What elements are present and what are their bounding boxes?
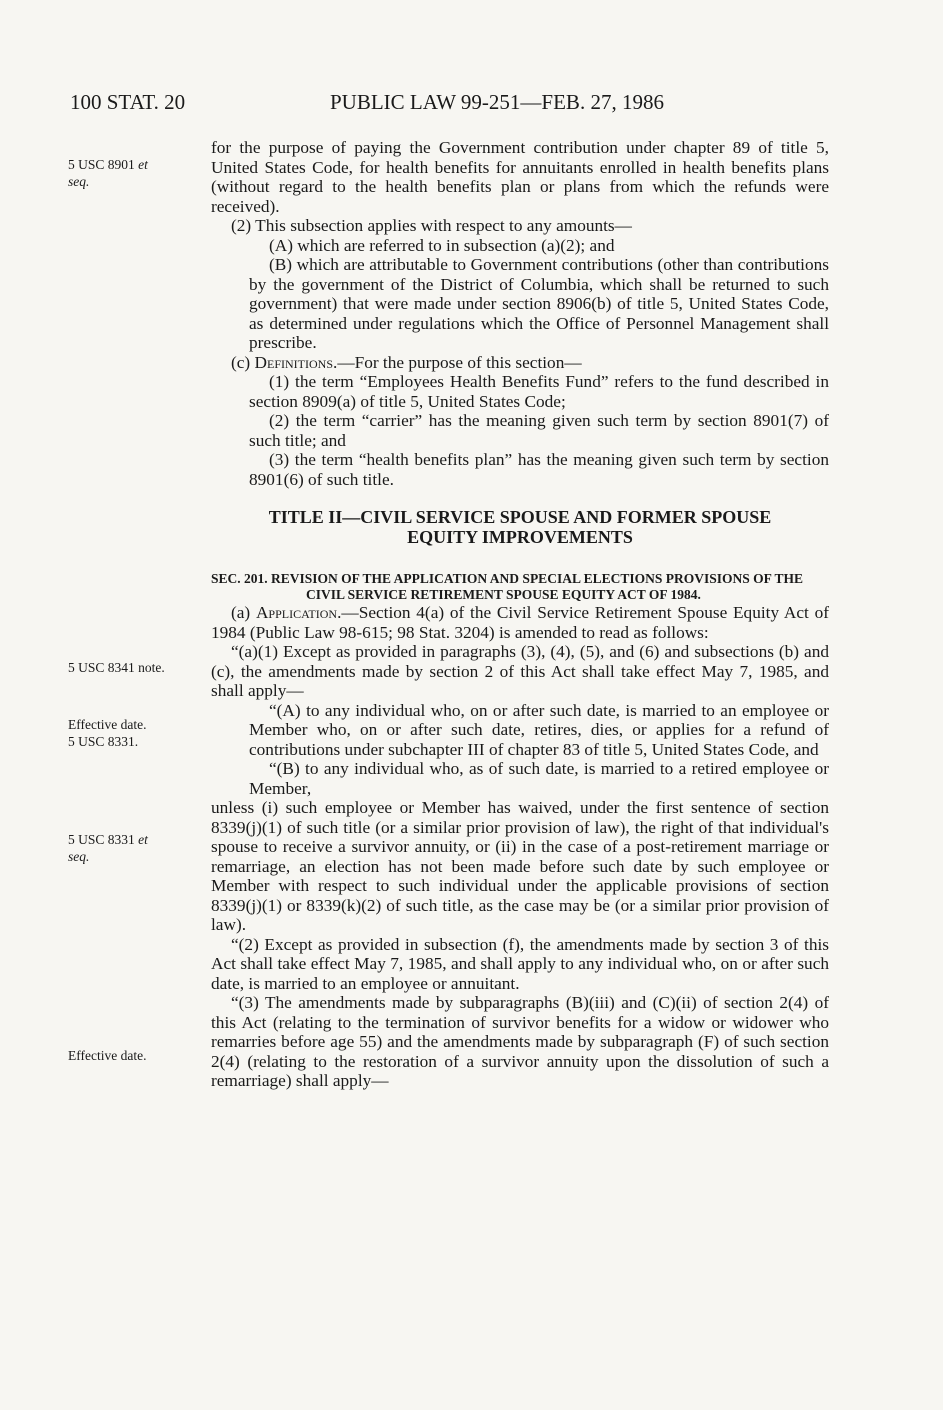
quoted-paragraph-1: “(a)(1) Except as provided in paragraphs (3), (4), (5), and (6) and subsections (b) and (c), the amendments made by section 2 of this Act shall take effect May 7, 1985, and shall apply—: [211, 642, 829, 700]
title-heading-line-1: TITLE II—CIVIL SERVICE SPOUSE AND FORMER SPOUSE: [268, 507, 772, 527]
margin-note-label: Effective date.: [68, 1048, 147, 1063]
margin-note-5usc8341: [68, 659, 198, 676]
paragraph-continuation: for the purpose of paying the Government contribution under chapter 89 of title 5, United States Code, for health benefits for annuitants enrolled in health benefits plans (without regard to the health benefits plan or plans from which the refunds were received).: [211, 138, 829, 216]
margin-note-citation: 5 USC 8341 note.: [68, 660, 165, 675]
margin-note-effective-date-2: [68, 1047, 198, 1064]
margin-note-citation: 5 USC 8901: [68, 157, 135, 172]
margin-note-5usc8901: [68, 156, 198, 190]
margin-note-effective-date-1: [68, 716, 198, 750]
body-text: [211, 138, 829, 1091]
margin-note-5usc8331: [68, 831, 198, 865]
margin-note-et: et: [138, 157, 148, 172]
subsection-label: (c): [231, 352, 255, 372]
law-title: PUBLIC LAW 99-251—FEB. 27, 1986: [330, 90, 664, 114]
section-heading: SEC. 201. REVISION OF THE APPLICATION AND SPECIAL ELECTIONS PROVISIONS OF THE CIVIL SERVICE RETIREMENT SPOUSE EQUITY ACT OF 1984.: [211, 571, 804, 602]
paragraph-b2: (2) This subsection applies with respect to any amounts—: [231, 216, 632, 235]
subsection-c-definitions: [211, 353, 829, 373]
subsection-heading: Definitions.: [254, 352, 338, 372]
margin-note-citation: 5 USC 8331.: [68, 734, 139, 749]
unless-clause: unless (i) such employee or Member has waived, under the first sentence of section 8339(j)(1) of such title (or a similar prior provision of law), the right of that individual's spouse to receive a survivor annuity, or (ii) in the case of a post-retirement marriage or remarriage, an election has not been made before such date by such employee or Member with respect to such individual under the applicable provisions of section 8339(j)(1) or 8339(k)(2) of such title, as the case may be (or a similar prior provision of law).: [211, 798, 829, 934]
subsection-text: —Section 4(a) of the Civil Service Retirement Spouse Equity Act of 1984 (Public Law 98-615; 98 Stat. 3204) is amended to read as follows:: [211, 603, 829, 642]
subsection-label: (a): [231, 603, 256, 622]
margin-note-label: Effective date.: [68, 717, 147, 732]
margin-note-seq: seq.: [68, 174, 90, 189]
margin-note-et: et: [138, 832, 148, 847]
title-heading: [211, 507, 829, 547]
clause-a: (A) which are referred to in subsection (a)(2); and: [269, 235, 615, 255]
subsection-heading: Application.: [255, 603, 342, 622]
margin-note-seq: seq.: [68, 849, 90, 864]
definition-1: (1) the term “Employees Health Benefits Fund” refers to the fund described in section 8909(a) of title 5, United States Code;: [249, 372, 829, 411]
definition-3: (3) the term “health benefits plan” has the meaning given such term by section 8901(6) of such title.: [249, 450, 829, 489]
quoted-paragraph-2: “(2) Except as provided in subsection (f), the amendments made by section 3 of this Act shall take effect May 7, 1985, and shall apply to any individual who, on or after such date, is married to an employee or annuitant.: [211, 934, 829, 993]
subsection-text: —For the purpose of this section—: [337, 352, 582, 372]
quoted-clause-a: “(A) to any individual who, on or after such date, is married to an employee or Member who, on or after such date, retires, dies, or applies for a refund of contributions under subchapter III of chapter 83 of title 5, United States Code, and: [249, 700, 829, 759]
quoted-paragraph-3: “(3) The amendments made by subparagraphs (B)(iii) and (C)(ii) of section 2(4) of this Act (relating to the termination of survivor benefits for a widow or widower who remarries before age 55) and the amendments made by subparagraph (F) of such section 2(4) (relating to the restoration of a survivor annuity upon the dissolution of such a remarriage) shall apply—: [211, 993, 829, 1090]
clause-b: (B) which are attributable to Government contributions (other than contributions by the government of the District of Columbia, which shall be returned to such government) that were made under section 8906(b) of title 5, United States Code, as determined under regulations which the Office of Personnel Management shall prescribe.: [249, 255, 829, 352]
definition-2: (2) the term “carrier” has the meaning given such term by section 8901(7) of such title; and: [249, 411, 829, 450]
subsection-a-application: [211, 603, 829, 642]
stat-reference: 100 STAT. 20: [70, 90, 186, 114]
title-heading-line-2: EQUITY IMPROVEMENTS: [407, 527, 633, 547]
quoted-clause-b: “(B) to any individual who, as of such date, is married to a retired employee or Member,: [249, 759, 829, 798]
margin-note-citation: 5 USC 8331: [68, 832, 135, 847]
